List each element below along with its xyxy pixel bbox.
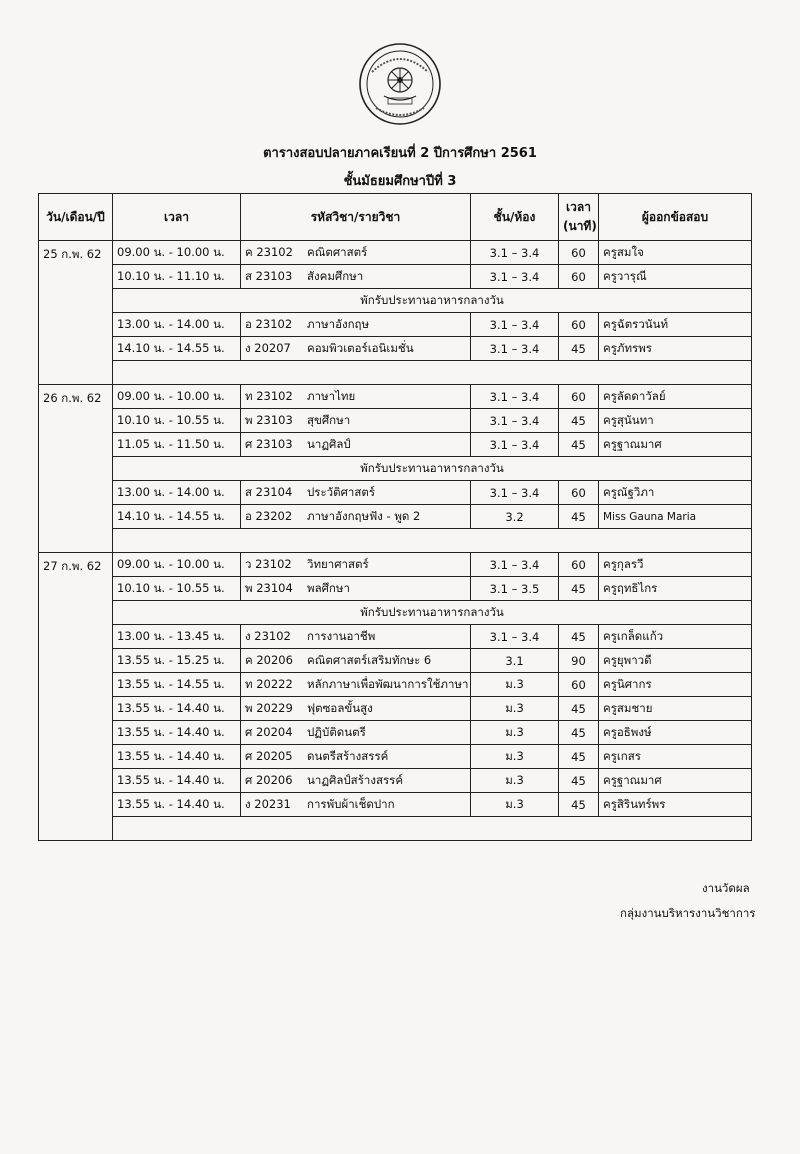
- examiner-cell: ครูสมใจ: [599, 241, 752, 265]
- table-row: [39, 577, 752, 601]
- exam-date-cell: 25 ก.พ. 62: [39, 241, 113, 385]
- duration-cell: 60: [559, 313, 599, 337]
- exam-time-cell: 13.00 น. - 14.00 น.: [113, 313, 241, 337]
- examiner-cell: ครูณัฐวิภา: [599, 481, 752, 505]
- table-row: [39, 385, 752, 409]
- duration-cell: 60: [559, 265, 599, 289]
- lunch-break-label: พักรับประทานอาหารกลางวัน: [113, 601, 752, 625]
- footer-group: กลุ่มงานบริหารงานวิชาการ: [620, 906, 756, 920]
- exam-time-cell: 13.55 น. - 14.40 น.: [113, 697, 241, 721]
- duration-cell: 45: [559, 577, 599, 601]
- footer-department: งานวัดผล: [702, 881, 750, 895]
- examiner-cell: ครูฉัตรวนันท์: [599, 313, 752, 337]
- subject-name: คณิตศาสตร์: [307, 244, 368, 259]
- room-cell: ม.3: [471, 769, 559, 793]
- exam-time-cell: 13.00 น. - 14.00 น.: [113, 481, 241, 505]
- subject-cell: [241, 313, 471, 337]
- subject-name: สุขศึกษา: [307, 412, 351, 427]
- column-header-date: วัน/เดือน/ปี: [39, 194, 113, 241]
- subject-code: พ 20229: [245, 700, 293, 715]
- subject-name: นาฏศิลป์สร้างสรรค์: [307, 772, 404, 787]
- room-cell: 3.1 – 3.4: [471, 409, 559, 433]
- subject-name: คอมพิวเตอร์เอนิเมชั่น: [307, 340, 414, 355]
- table-row: [39, 241, 752, 265]
- subject-cell: [241, 433, 471, 457]
- examiner-cell: ครูยุพาวดี: [599, 649, 752, 673]
- table-row: [39, 505, 752, 529]
- document-subtitle: ชั้นมัธยมศึกษาปีที่ 3: [343, 174, 457, 189]
- exam-time-cell: 14.10 น. - 14.55 น.: [113, 337, 241, 361]
- spacer-row: [39, 361, 752, 385]
- table-row: [39, 649, 752, 673]
- subject-cell: [241, 577, 471, 601]
- duration-cell: 60: [559, 553, 599, 577]
- duration-cell: 45: [559, 721, 599, 745]
- subject-cell: [241, 697, 471, 721]
- subject-cell: [241, 505, 471, 529]
- table-row: [39, 409, 752, 433]
- subject-code: อ 23102: [245, 316, 293, 331]
- room-cell: 3.1 – 3.4: [471, 385, 559, 409]
- subject-cell: [241, 793, 471, 817]
- table-header-row: [39, 194, 752, 241]
- exam-time-cell: 13.55 น. - 14.40 น.: [113, 721, 241, 745]
- subject-cell: [241, 673, 471, 697]
- exam-time-cell: 13.55 น. - 14.40 น.: [113, 793, 241, 817]
- table-body: [39, 241, 752, 841]
- exam-date-cell: 27 ก.พ. 62: [39, 553, 113, 841]
- room-cell: ม.3: [471, 793, 559, 817]
- subject-code: ว 23102: [245, 556, 292, 571]
- subject-name: ฟุตซอลขั้นสูง: [307, 700, 373, 715]
- subject-code: ง 20207: [245, 340, 291, 355]
- subject-name: การพับผ้าเช็ดปาก: [307, 796, 395, 811]
- subject-cell: [241, 265, 471, 289]
- duration-cell: 45: [559, 433, 599, 457]
- room-cell: 3.1 – 3.4: [471, 553, 559, 577]
- table-row: [39, 793, 752, 817]
- room-cell: ม.3: [471, 721, 559, 745]
- duration-header-line1: เวลา: [566, 200, 591, 214]
- subject-code: ท 20222: [245, 676, 293, 691]
- examiner-cell: ครูสมชาย: [599, 697, 752, 721]
- subject-name: คณิตศาสตร์เสริมทักษะ 6: [307, 652, 432, 667]
- subject-cell: [241, 241, 471, 265]
- subject-cell: [241, 385, 471, 409]
- subject-code: ศ 23103: [245, 436, 293, 451]
- subject-code: ง 20231: [245, 796, 291, 811]
- subject-code: พ 23104: [245, 580, 293, 595]
- column-header-room: ชั้น/ห้อง: [471, 194, 559, 241]
- subject-code: ง 23102: [245, 628, 291, 643]
- subject-code: ศ 20205: [245, 748, 293, 763]
- subject-name: สังคมศึกษา: [307, 268, 364, 283]
- school-seal-icon: [358, 42, 442, 126]
- exam-time-cell: 09.00 น. - 10.00 น.: [113, 241, 241, 265]
- table-row: [39, 745, 752, 769]
- subject-code: ศ 20204: [245, 724, 293, 739]
- duration-cell: 45: [559, 505, 599, 529]
- subject-cell: [241, 649, 471, 673]
- examiner-cell: ครูนิศากร: [599, 673, 752, 697]
- exam-date-cell: 26 ก.พ. 62: [39, 385, 113, 553]
- subject-code: ท 23102: [245, 388, 293, 403]
- examiner-cell: ครูฐาณมาศ: [599, 433, 752, 457]
- subject-code: ค 23102: [245, 244, 293, 259]
- exam-schedule-table: [38, 193, 752, 841]
- examiner-cell: ครูเกสร: [599, 745, 752, 769]
- duration-cell: 60: [559, 241, 599, 265]
- duration-cell: 45: [559, 793, 599, 817]
- duration-header-line2: (นาที): [563, 219, 597, 233]
- duration-cell: 90: [559, 649, 599, 673]
- subject-name: นาฏศิลป์: [307, 436, 351, 451]
- subject-code: อ 23202: [245, 508, 293, 523]
- subject-cell: [241, 553, 471, 577]
- subject-cell: [241, 337, 471, 361]
- duration-cell: 45: [559, 409, 599, 433]
- subject-name: ภาษาอังกฤษ: [307, 316, 370, 331]
- table-row: [39, 673, 752, 697]
- subject-cell: [241, 745, 471, 769]
- exam-time-cell: 13.55 น. - 14.40 น.: [113, 769, 241, 793]
- duration-cell: 45: [559, 625, 599, 649]
- lunch-break-row: [39, 601, 752, 625]
- subject-code: ส 23103: [245, 268, 293, 283]
- exam-time-cell: 09.00 น. - 10.00 น.: [113, 553, 241, 577]
- examiner-cell: ครูฤทธิไกร: [599, 577, 752, 601]
- subject-name: พลศึกษา: [307, 580, 350, 595]
- lunch-break-label: พักรับประทานอาหารกลางวัน: [113, 289, 752, 313]
- exam-time-cell: 10.10 น. - 11.10 น.: [113, 265, 241, 289]
- exam-time-cell: 09.00 น. - 10.00 น.: [113, 385, 241, 409]
- subject-code: ศ 20206: [245, 772, 293, 787]
- exam-time-cell: 13.55 น. - 14.40 น.: [113, 745, 241, 769]
- examiner-cell: ครูกุลรวี: [599, 553, 752, 577]
- room-cell: 3.1 – 3.4: [471, 313, 559, 337]
- table-row: [39, 265, 752, 289]
- exam-time-cell: 10.10 น. - 10.55 น.: [113, 409, 241, 433]
- subject-name: ภาษาอังกฤษฟัง - พูด 2: [307, 508, 421, 523]
- duration-cell: 60: [559, 385, 599, 409]
- room-cell: ม.3: [471, 697, 559, 721]
- lunch-break-row: [39, 289, 752, 313]
- duration-cell: 60: [559, 673, 599, 697]
- subject-cell: [241, 721, 471, 745]
- subject-code: พ 23103: [245, 412, 293, 427]
- subject-cell: [241, 625, 471, 649]
- lunch-break-row: [39, 457, 752, 481]
- examiner-cell: Miss Gauna Maria: [599, 505, 752, 529]
- subject-name: หลักภาษาเพื่อพัฒนาการใช้ภาษา: [307, 676, 469, 691]
- lunch-break-label: พักรับประทานอาหารกลางวัน: [113, 457, 752, 481]
- room-cell: 3.1 – 3.4: [471, 241, 559, 265]
- table-row: [39, 337, 752, 361]
- subject-code: ส 23104: [245, 484, 293, 499]
- room-cell: 3.1 – 3.4: [471, 265, 559, 289]
- spacer-row: [39, 529, 752, 553]
- exam-time-cell: 11.05 น. - 11.50 น.: [113, 433, 241, 457]
- table-row: [39, 697, 752, 721]
- spacer-cell: [113, 529, 752, 553]
- subject-cell: [241, 481, 471, 505]
- table-row: [39, 433, 752, 457]
- spacer-cell: [113, 361, 752, 385]
- column-header-time: เวลา: [113, 194, 241, 241]
- examiner-cell: ครูสิรินทร์พร: [599, 793, 752, 817]
- subject-name: วิทยาศาสตร์: [307, 556, 369, 571]
- examiner-cell: ครูเกล็ดแก้ว: [599, 625, 752, 649]
- exam-time-cell: 13.55 น. - 15.25 น.: [113, 649, 241, 673]
- duration-cell: 45: [559, 337, 599, 361]
- exam-time-cell: 14.10 น. - 14.55 น.: [113, 505, 241, 529]
- examiner-cell: ครูฐาณมาศ: [599, 769, 752, 793]
- subject-cell: [241, 769, 471, 793]
- examiner-cell: ครูวารุณี: [599, 265, 752, 289]
- exam-time-cell: 10.10 น. - 10.55 น.: [113, 577, 241, 601]
- subject-name: ภาษาไทย: [307, 388, 356, 403]
- room-cell: 3.2: [471, 505, 559, 529]
- subject-name: ปฏิบัติดนตรี: [307, 724, 366, 739]
- room-cell: 3.1 – 3.4: [471, 625, 559, 649]
- table-row: [39, 721, 752, 745]
- duration-cell: 45: [559, 769, 599, 793]
- room-cell: ม.3: [471, 745, 559, 769]
- table-row: [39, 553, 752, 577]
- spacer-cell: [113, 817, 752, 841]
- room-cell: ม.3: [471, 673, 559, 697]
- column-header-duration: [559, 194, 599, 241]
- examiner-cell: ครูสุนันทา: [599, 409, 752, 433]
- room-cell: 3.1: [471, 649, 559, 673]
- examiner-cell: ครูลัดดาวัลย์: [599, 385, 752, 409]
- exam-time-cell: 13.55 น. - 14.55 น.: [113, 673, 241, 697]
- duration-cell: 60: [559, 481, 599, 505]
- subject-name: การงานอาชีพ: [307, 628, 376, 643]
- table-row: [39, 481, 752, 505]
- table-row: [39, 313, 752, 337]
- room-cell: 3.1 – 3.4: [471, 337, 559, 361]
- room-cell: 3.1 – 3.4: [471, 433, 559, 457]
- duration-cell: 45: [559, 697, 599, 721]
- document-title: ตารางสอบปลายภาคเรียนที่ 2 ปีการศึกษา 2561: [263, 146, 537, 161]
- column-header-examiner: ผู้ออกข้อสอบ: [599, 194, 752, 241]
- subject-cell: [241, 409, 471, 433]
- duration-cell: 45: [559, 745, 599, 769]
- examiner-cell: ครูภัทรพร: [599, 337, 752, 361]
- subject-name: ดนตรีสร้างสรรค์: [307, 748, 389, 763]
- room-cell: 3.1 – 3.4: [471, 481, 559, 505]
- exam-time-cell: 13.00 น. - 13.45 น.: [113, 625, 241, 649]
- spacer-row: [39, 817, 752, 841]
- column-header-subject: รหัสวิชา/รายวิชา: [241, 194, 471, 241]
- subject-name: ประวัติศาสตร์: [307, 484, 376, 499]
- table-row: [39, 769, 752, 793]
- examiner-cell: ครูอธิพงษ์: [599, 721, 752, 745]
- subject-code: ค 20206: [245, 652, 293, 667]
- table-row: [39, 625, 752, 649]
- room-cell: 3.1 – 3.5: [471, 577, 559, 601]
